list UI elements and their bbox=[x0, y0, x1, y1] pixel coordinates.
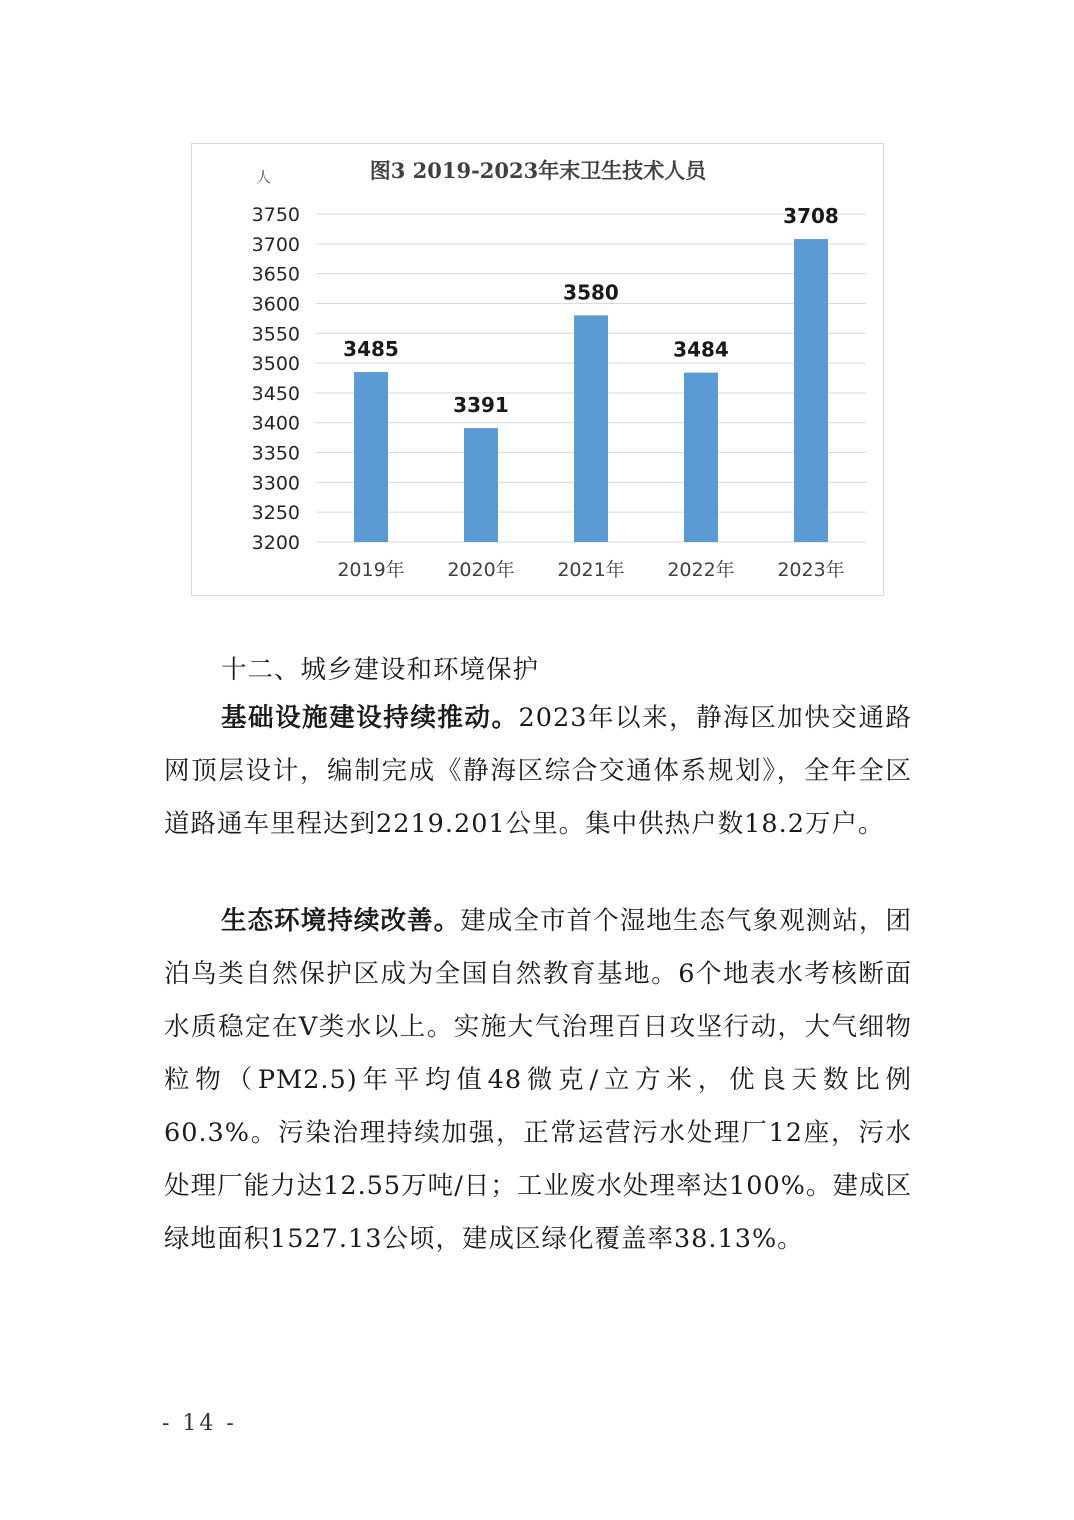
y-tick-label: 3700 bbox=[251, 233, 300, 256]
x-category-label: 2022年 bbox=[667, 559, 735, 581]
section-heading: 十二、城乡建设和环境保护 bbox=[221, 655, 540, 685]
y-tick-label: 3600 bbox=[251, 293, 300, 316]
y-tick-label: 3500 bbox=[251, 353, 300, 376]
bar-value-label: 3485 bbox=[343, 337, 399, 362]
paragraph-infrastructure bbox=[164, 692, 912, 851]
page-number: - 14 - bbox=[162, 1411, 237, 1436]
bar bbox=[794, 239, 828, 542]
chart-title: 图3 2019-2023年末卫生技术人员 bbox=[369, 158, 707, 183]
paragraph-lead: 生态环境持续改善。 bbox=[221, 906, 461, 936]
bar-chart bbox=[192, 144, 883, 595]
bar-value-label: 3580 bbox=[563, 280, 619, 305]
bar bbox=[464, 428, 498, 542]
y-tick-label: 3450 bbox=[251, 382, 300, 405]
paragraph-body: 2023年以来，静海区加快交通路网顶层设计，编制完成《静海区综合交通体系规划》，全年全区道路通车里程达到2219.201公里。集中供热户数18.2万户。 bbox=[164, 703, 912, 839]
x-category-label: 2021年 bbox=[557, 559, 625, 581]
bar-value-label: 3391 bbox=[453, 393, 509, 418]
bar-value-label: 3708 bbox=[783, 204, 839, 229]
y-tick-label: 3300 bbox=[251, 472, 300, 495]
y-tick-label: 3200 bbox=[251, 532, 300, 554]
paragraph-lead: 基础设施建设持续推动。 bbox=[221, 703, 519, 733]
y-tick-label: 3250 bbox=[251, 502, 300, 525]
x-category-label: 2020年 bbox=[447, 559, 515, 581]
y-tick-label: 3750 bbox=[251, 204, 300, 226]
bar bbox=[574, 315, 608, 542]
y-tick-label: 3550 bbox=[251, 323, 300, 346]
chart-container bbox=[191, 143, 884, 596]
bar bbox=[684, 373, 718, 542]
y-tick-label: 3650 bbox=[251, 263, 300, 286]
x-category-label: 2019年 bbox=[337, 559, 405, 581]
paragraph-body: 建成全市首个湿地生态气象观测站，团泊鸟类自然保护区成为全国自然教育基地。6个地表水考核断面水质稳定在Ⅴ类水以上。实施大气治理百日攻坚行动，大气细物粒物（PM2.5)年平均值48微克/立方米，优良天数比例 60.3%。污染治理持续加强，正常运营污水处理厂12座，污水处理厂能力达12.55万吨/日；工业废水处理率达100%。建成区绿地面积1527.13公顷，建成区绿化覆盖率38.13%。 bbox=[164, 906, 912, 1254]
paragraph-ecology bbox=[164, 895, 912, 1266]
y-axis-unit-label: 人 bbox=[256, 168, 272, 186]
x-category-label: 2023年 bbox=[777, 559, 845, 581]
y-tick-label: 3400 bbox=[251, 412, 300, 435]
y-tick-label: 3350 bbox=[251, 442, 300, 465]
bar bbox=[354, 372, 388, 542]
bar-value-label: 3484 bbox=[673, 337, 729, 362]
